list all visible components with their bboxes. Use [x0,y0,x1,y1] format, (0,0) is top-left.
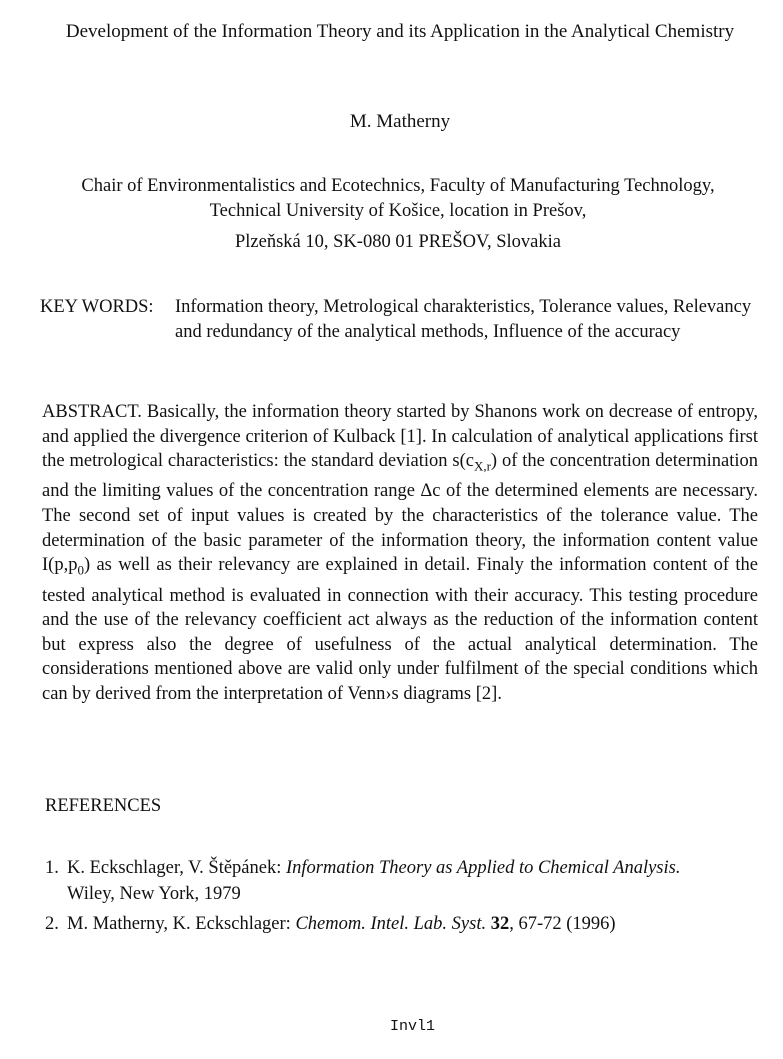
affiliation-line-3: Plzeňská 10, SK-080 01 PREŠOV, Slovakia [235,232,561,252]
reference-item [45,911,765,937]
abstract-subscript-1: X,r [473,458,491,474]
reference-publisher: Wiley, New York, 1979 [67,884,241,904]
author-name: M. Matherny [349,111,451,132]
reference-title: Information Theory as Applied to Chemical Analysis. [285,858,681,878]
abstract-part-2: ) of the concentration determination and the limiting values of the concentration range Δc of the determined elements are necessary. The second set of input values is created by the characteristics of the tolerance value. The determination of the basic parameter of the information theory, the information content value I(p,p [42,451,759,576]
reference-authors: M. Matherny, K. Eckschlager: [67,914,296,934]
abstract-part-1: ABSTRACT. Basically, the information theory started by Shanons work on decrease of entropy, and applied the divergence criterion of Kulback [1]. In calculation of analytical applications first the metrological characteristics: the standard deviation s(c [42,402,758,472]
reference-pages: , 67-72 (1996) [509,914,616,934]
affiliation-line-2: Technical University of Košice, location in Prešov, [209,201,587,221]
abstract-subscript-2: 0 [77,562,84,578]
reference-number: 2. [45,914,59,934]
reference-journal: Chemom. Intel. Lab. Syst. [295,914,487,934]
reference-volume: 32 [486,914,510,934]
reference-item [45,855,765,907]
affiliation [20,174,776,255]
reference-authors: K. Eckschlager, V. Štěpánek: [67,858,286,878]
abstract-paragraph [42,400,758,707]
page-code: Invl1 [390,1018,436,1035]
paper-title: Development of the Information Theory and its Application in the Analytical Chemistry [65,21,735,42]
reference-number: 1. [45,858,59,878]
references-heading: REFERENCES [45,796,162,816]
abstract-part-3: ) as well as their relevancy are explained in detail. Finaly the information content of the tested analytical method is evaluated in connection with their accuracy. This testing procedure and the use of the relevancy coefficient act always as the reduction of the information content but express also the degree of usefulness of the actual analytical determination. The considerations mentioned above are valid only under fulfilment of the special conditions which can by derived from the interpretation of Venn›s diagrams [2]. [42,555,758,704]
affiliation-line-1: Chair of Environmentalistics and Ecotechnics, Faculty of Manufacturing Technology, [81,176,715,196]
keywords-label: KEY WORDS: [40,297,154,317]
keywords-text: Information theory, Metrological charakteristics, Tolerance values, Relevancy and redundancy of the analytical methods, Influence of the accuracy [175,297,752,342]
references-list [45,855,765,941]
